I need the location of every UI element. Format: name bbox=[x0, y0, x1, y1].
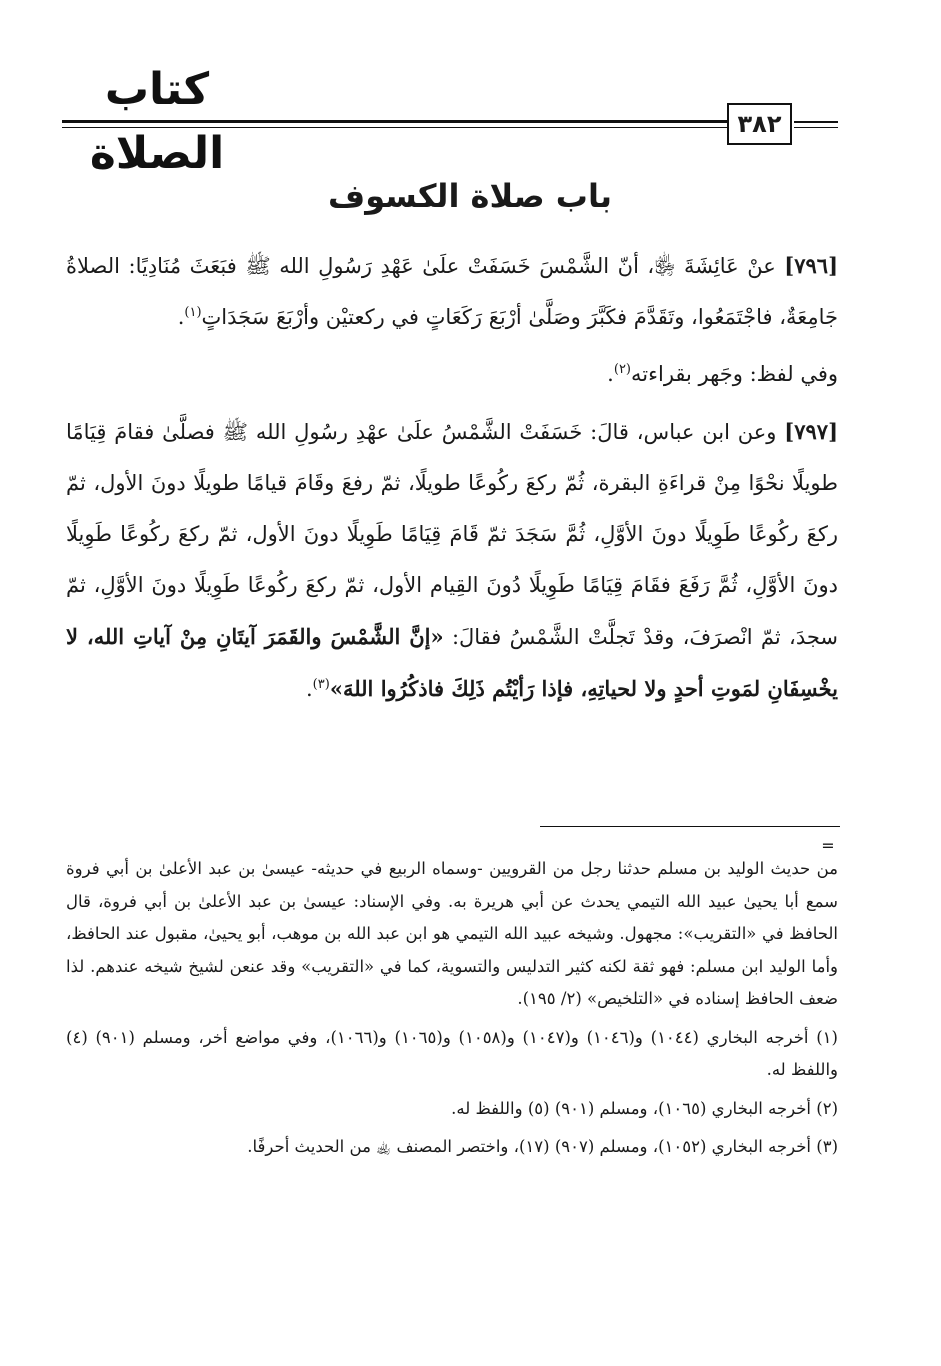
hadith-text: وعن ابن عباس، قالَ: خَسَفَتْ الشَّمْسُ علَىٰ عهْدِ رسُولِ الله ﷺ فصلَّىٰ فقامَ قِيَامًا طويلًا نحْوًا مِنْ قراءَةِ البقرة، ثُمّ ركعَ ركُوعًا طويلًا، ثمّ رفعَ وقَامَ قيامًا طويلًا دونَ الأول، ثمّ ركعَ ركُوعًا طَوِيلًا دونَ الأوَّلِ، ثُمَّ سَجَدَ ثمّ قَامَ قِيَامًا طَوِيلًا دونَ الأول، ثمّ ركعَ ركُوعًا طَوِيلًا دونَ الأوَّلِ، ثُمَّ رَفَعَ فقَامَ قِيَامًا طَوِيلًا دُونَ القِيام الأول، ثمّ ركعَ ركُوعًا طَوِيلًا دونَ الأوَّلِ، ثمّ سجدَ، ثمّ انْصرَفَ، وقدْ تَجلَّتْ الشَّمْسُ فقالَ: bbox=[66, 420, 838, 649]
riwaya-end: . bbox=[607, 362, 614, 386]
hadith-text: عنْ عَائِشَةَ ﵂، أنّ الشَّمْسَ خَسَفَتْ علَىٰ عَهْدِ رَسُولِ الله ﷺ فبَعَثَ مُنَادِيًا: الصلاةُ جَامِعَةٌ، فاجْتَمَعُوا، وتَقَدَّمَ فكَبَّرَ وصَلَّىٰ أرْبَعَ رَكَعَاتٍ في ركعتيْن وأرْبَعَ سَجَدَاتٍ bbox=[66, 254, 838, 329]
hadith-797 bbox=[66, 406, 838, 715]
header-rule-thin bbox=[62, 127, 727, 128]
footnote-ref: (١) bbox=[184, 305, 202, 320]
hadith-end: . bbox=[177, 305, 185, 329]
book-title: كتاب الصلاة bbox=[89, 64, 225, 179]
header-rule-right-thin bbox=[794, 127, 838, 128]
hadith-796 bbox=[66, 240, 838, 343]
footnote-3: (٣) أخرجه البخاري (١٠٥٢)، ومسلم (٩٠٧) (١٧)، واختصر المصنف ﵀ من الحديث أحرفًا. bbox=[247, 1137, 838, 1156]
footnote-ref: (٣) bbox=[312, 677, 330, 692]
page-number: ٣٨٢ bbox=[727, 103, 792, 145]
riwaya-note bbox=[66, 349, 838, 400]
riwaya-text: وفي لفظ: وجَهر بقراءته bbox=[631, 362, 838, 386]
continuation-mark: = bbox=[821, 836, 835, 855]
chapter-title: باب صلاة الكسوف bbox=[328, 177, 612, 215]
footnote-ref: (٢) bbox=[613, 362, 631, 377]
header-rule-right bbox=[794, 121, 838, 123]
hadith-number: [٧٩٦] bbox=[784, 253, 838, 278]
footnote-separator bbox=[540, 826, 840, 827]
footnotes bbox=[66, 853, 838, 1164]
header-rule bbox=[62, 120, 727, 123]
hadith-number: [٧٩٧] bbox=[784, 419, 839, 444]
footnote-2: (٢) أخرجه البخاري (١٠٦٥)، ومسلم (٩٠١) (٥) واللفظ له. bbox=[451, 1098, 838, 1118]
footnote-1: (١) أخرجه البخاري (١٠٤٤) و(١٠٤٦) و(١٠٤٧) و(١٠٥٨) و(١٠٦٥) و(١٠٦٦)، وفي مواضع أخر، ومسلم (٩٠١) (٤) واللفظ له. bbox=[66, 1027, 838, 1079]
footnote-continuation: من حديث الوليد بن مسلم حدثنا رجل من القرويين -وسماه الربيع في حديثه- عيسىٰ بن عبد الأعلىٰ بن أبي فروة سمع أبا يحيىٰ عبيد الله التيمي يحدث عن أبي هريرة به. وفي الإسناد: عيسىٰ بن عبد الأعلىٰ بن أبي فروة، قال الحافظ في «التقريب»: مجهول. وشيخه عبيد الله التيمي هو ابن عبد الله بن موهب، أبو يحيىٰ، مقبول عند الحافظ، وأما الوليد ابن مسلم: فهو ثقة لكنه كثير التدليس والتسوية، كما في «التقريب» وقد عنعن لشيخ شيخه عندهم. لذا ضعف الحافظ إسناده في «التلخيص» (٢/ ١٩٥). bbox=[66, 859, 838, 1008]
hadith-end: . bbox=[305, 677, 313, 701]
prophetic-quote: «إنَّ الشَّمْسَ والقَمَرَ آيتَانِ مِنْ آياتِ الله، لا يخْسِفَانِ لمَوتِ أحدٍ ولا لحياتِهِ، فإذا رَأيْتُم ذَلِكَ فاذكُرُوا اللهَ» bbox=[66, 624, 838, 701]
main-text bbox=[66, 240, 838, 715]
